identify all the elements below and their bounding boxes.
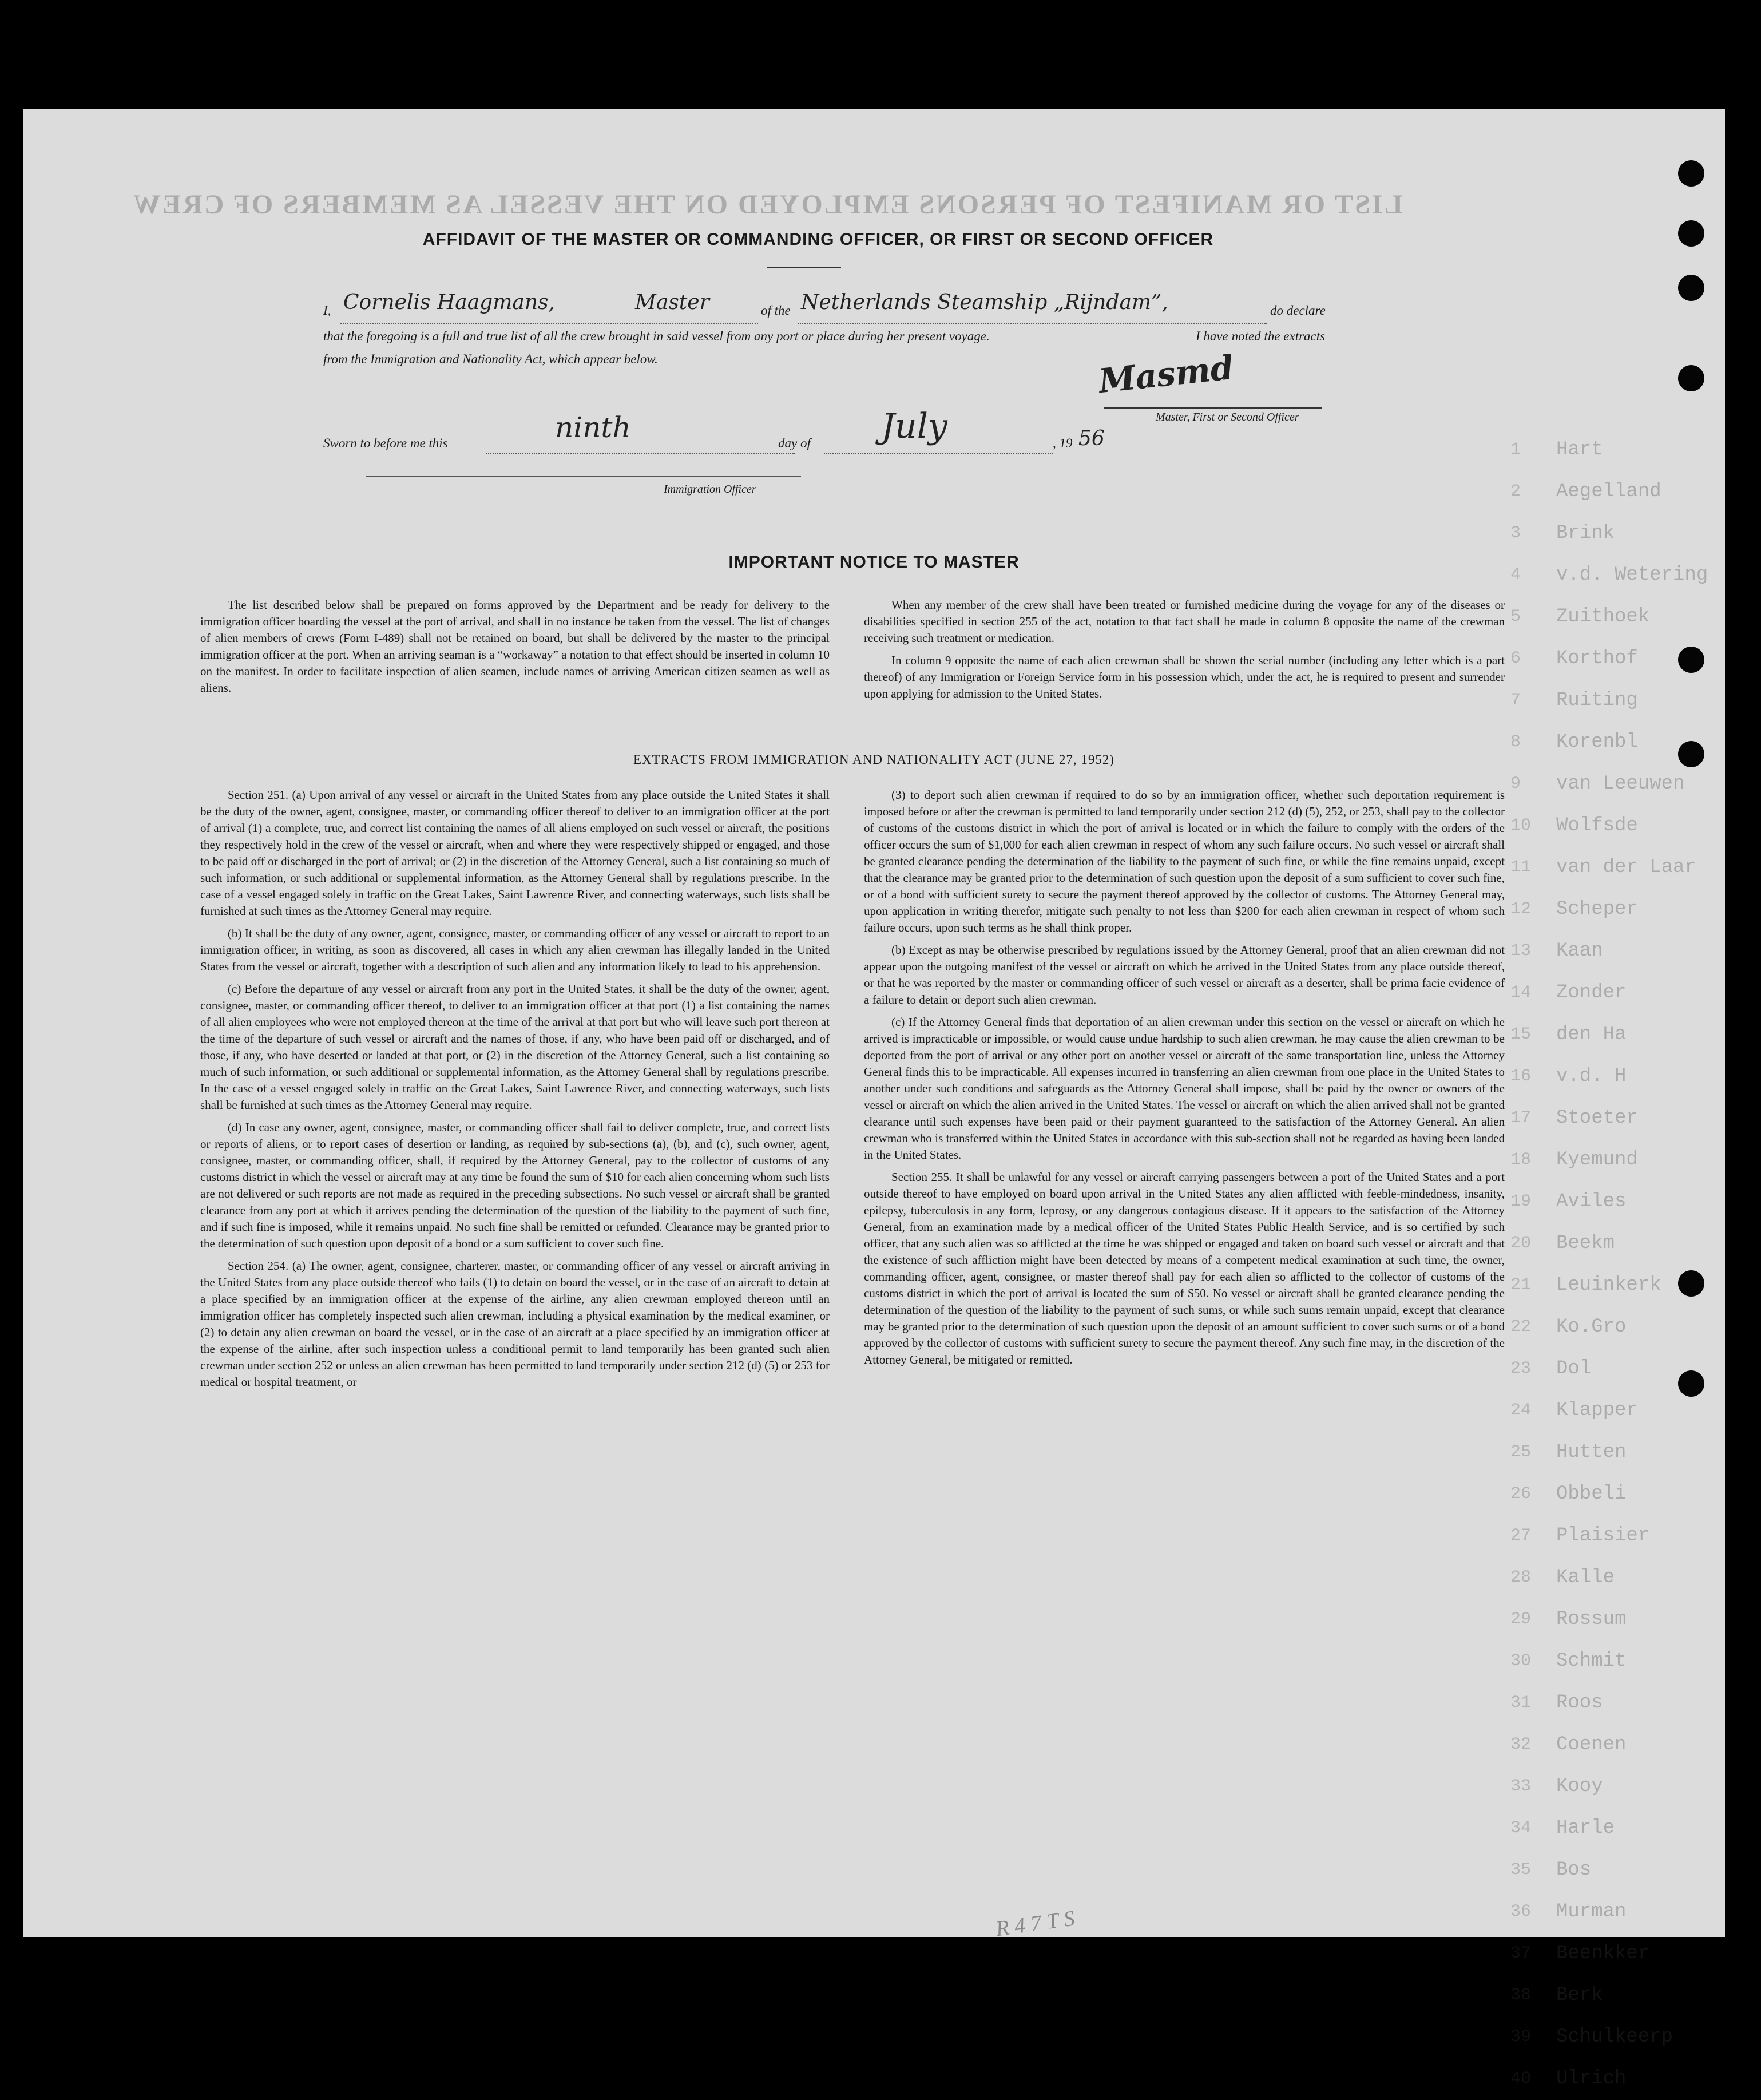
bleed-through-name: Schulkeerp (1556, 2026, 1673, 2048)
bleed-through-name: Schmit (1556, 1650, 1627, 1672)
bleed-through-name: Ulrich (1556, 2068, 1627, 2090)
bleed-through-row-number: 18 (1510, 1150, 1532, 1170)
bleed-through-row-number: 35 (1510, 1860, 1532, 1880)
bleed-through-row-number: 33 (1510, 1777, 1532, 1796)
signature-line (1104, 407, 1322, 409)
bleed-through-name: Obbeli (1556, 1483, 1627, 1505)
bleed-through-name: Plaisier (1556, 1525, 1650, 1547)
bleed-through-names (1556, 429, 1708, 2100)
bleed-through-name: Zuithoek (1556, 606, 1650, 628)
affidavit-line-2: that the foregoing is a full and true list of all the crew brought in said vessel from any port or place during her present voyage. (323, 329, 990, 343)
punch-hole (1678, 1270, 1704, 1297)
i-label: I, (323, 303, 331, 318)
affidavit-line-3: from the Immigration and Nationality Act, which appear below. (323, 352, 658, 366)
vessel-name-handwritten: Netherlands Steamship „Rijndam”, (801, 291, 1168, 314)
bleed-through-name: Kaan (1556, 940, 1603, 962)
bleed-through-name: Dol (1556, 1358, 1592, 1380)
bleed-through-row-number: 5 (1510, 607, 1521, 627)
bleed-through-row-number: 16 (1510, 1067, 1532, 1086)
punch-hole (1678, 160, 1704, 187)
bleed-through-name: Zonder (1556, 982, 1627, 1004)
bleed-through-name: Rossum (1556, 1608, 1627, 1630)
day-of-label: day of (778, 436, 811, 450)
bleed-through-row-number: 7 (1510, 691, 1521, 710)
bleed-through-name: Stoeter (1556, 1107, 1638, 1129)
bleed-through-name: Kalle (1556, 1567, 1615, 1588)
bleed-through-name: Ko.Gro (1556, 1316, 1627, 1338)
section-254c: (c) If the Attorney General finds that deportation of an alien crewman under this section on the vessel or aircraft on which he arrived is impracticable or impossible, or would cause undue hardship to such alien crewman, he may cause the alien crewman to be deported from the port of arrival or any other port on another vessel or aircraft of the same transportation line, unless the Attorney General finds this to be impracticable. All expenses incurred in transferring an alien crewman from one place in the United States to another under such conditions and safeguards as the Attorney General shall impose, shall be paid by the owner or owners of the vessel or aircraft on which the alien arrived in the United States. The vessel or aircraft on which the alien arrived shall not be granted clearance until such expenses have been paid or their payment guaranteed to the satisfaction of the Attorney General. An alien crewman who is transferred within the United States in accordance with this sub-section shall not be regarded as having been landed in the United States. (864, 1015, 1505, 1162)
notice-right-paragraph-2: In column 9 opposite the name of each alien crewman shall be shown the serial number (including any letter which is a part thereof) of any Immigration or Foreign Service form in his possession which, under the act, he is required to present and surrender upon applying for admission to the United States. (864, 653, 1505, 700)
bleed-through-row-number: 8 (1510, 732, 1521, 752)
document-page (23, 109, 1725, 2090)
bleed-through-row-number: 21 (1510, 1275, 1532, 1295)
bleed-through-row-number: 24 (1510, 1401, 1532, 1420)
notice-left-column (200, 597, 830, 702)
bleed-through-name: van Leeuwen (1556, 773, 1685, 795)
bleed-through-row-number: 27 (1510, 1526, 1532, 1546)
bleed-through-name: Klapper (1556, 1400, 1638, 1421)
section-254a: Section 254. (a) The owner, agent, consignee, charterer, master, or commanding officer of any vessel or aircraft arriving in the United States from any place outside thereof who fails (1) to detain on board the vessel, or in the case of an aircraft to detain at a place specified by an immigration officer at the expense of the airline, any alien crewman employed thereon until an immigration officer has completely inspected such alien crewman, including a physical examination by the medical examiner, or (2) to detain any alien crewman on board the vessel, or in the case of an aircraft at a place specified by an immigration officer at the expense of the airline, after such inspection unless a conditional permit to land temporarily has been granted such alien crewman under section 252 or unless an alien crewman has been permitted to land temporarily under section 212 (d) (5) or 253 for medical or hospital treatment, or (200, 1259, 830, 1389)
bleed-through-row-number: 17 (1510, 1108, 1532, 1128)
bleed-through-name: Leuinkerk (1556, 1274, 1661, 1296)
bleed-through-row-number: 31 (1510, 1693, 1532, 1713)
bleed-through-name: Brink (1556, 522, 1615, 544)
year-prefix: , 19 (1053, 436, 1073, 450)
bleed-through-name: Bos (1556, 1859, 1592, 1881)
bleed-through-row-number: 25 (1510, 1443, 1532, 1462)
day-handwritten: ninth (555, 411, 631, 444)
month-blank-line (824, 452, 1053, 454)
bleed-through-row-number: 19 (1510, 1192, 1532, 1211)
title-rule (767, 267, 841, 268)
punch-hole (1678, 220, 1704, 247)
bleed-through-row-number: 15 (1510, 1025, 1532, 1044)
bleed-through-name: Korthof (1556, 648, 1638, 669)
bleed-through-name: Murman (1556, 1901, 1627, 1923)
of-the-label: of the (761, 303, 791, 318)
bleed-through-name: Aviles (1556, 1191, 1627, 1213)
punch-hole (1678, 275, 1704, 301)
bleed-through-name: Berk (1556, 1984, 1603, 2006)
affidavit-line-2b: I have noted the extracts (1196, 329, 1326, 343)
notice-right-paragraph-1: When any member of the crew shall have been treated or furnished medicine during the voyage for any of the diseases or disabilities specified in section 255 of the act, notation to that fact shall be made in column 8 opposite the name of the crewman receiving such treatment or medication. (864, 598, 1505, 645)
bleed-through-name: v.d. H (1556, 1065, 1627, 1087)
bleed-through-title: LIST OR MANIFEST OF PERSONS EMPLOYED ON THE VESSEL AS MEMBERS OF CREW (132, 189, 1403, 220)
bleed-through-name: Hart (1556, 439, 1603, 461)
bleed-through-row-number: 32 (1510, 1735, 1532, 1754)
extracts-right-column (864, 787, 1505, 1374)
master-signature: Masmd (1097, 347, 1236, 401)
bleed-through-row-number: 30 (1510, 1651, 1532, 1671)
bleed-through-name: Beenkker (1556, 1943, 1650, 1964)
section-251d: (d) In case any owner, agent, consignee, master, or commanding officer shall fail to deliver complete, true, and correct lists or reports of aliens, or to report cases of desertion or landing, as required by sub-sections (a), (b), and (c), such owner, agent, consignee, master, or commanding officer, shall, if required by the Attorney General, pay to the collector of customs of any customs district in which the vessel or aircraft may at any time be found the sum of $10 for each alien concerning whom such lists are not delivered or such reports are not made as required in the preceding subsections. No such vessel or aircraft shall be granted clearance from any port at which it arrives pending the determination of the question of the liability to the payment of such fine, and if such fine is imposed, while it remains unpaid. No such fine shall be remitted or refunded. Clearance may be granted prior to the determination of such question upon deposit of a bond or a sum sufficient to cover such fine. (200, 1120, 830, 1250)
bleed-through-row-number: 12 (1510, 900, 1532, 919)
bleed-through-row-number: 40 (1510, 2069, 1532, 2089)
bleed-through-name: Kyemund (1556, 1149, 1638, 1171)
bleed-through-name: Hutten (1556, 1441, 1627, 1463)
bleed-through-name: Coenen (1556, 1734, 1627, 1756)
bleed-through-row-number: 6 (1510, 649, 1521, 668)
bleed-through-name: Beekm (1556, 1233, 1615, 1254)
bleed-through-row-number: 28 (1510, 1568, 1532, 1587)
bleed-through-row-number: 3 (1510, 524, 1521, 543)
bleed-through-row-number: 37 (1510, 1944, 1532, 1963)
bleed-through-row-number: 2 (1510, 482, 1521, 501)
bleed-through-name: Roos (1556, 1692, 1603, 1714)
signature-caption: Master, First or Second Officer (1156, 411, 1299, 423)
bleed-through-row-number: 29 (1510, 1610, 1532, 1629)
notice-right-column (864, 597, 1505, 708)
bleed-through-row-number: 11 (1510, 858, 1532, 877)
bleed-through-name: Kooy (1556, 1776, 1603, 1797)
officer-signature-line (366, 475, 801, 477)
bleed-through-name: van der Laar (1556, 857, 1696, 878)
position-handwritten: Master (635, 291, 709, 314)
bleed-through-row-number: 22 (1510, 1317, 1532, 1337)
bleed-through-row-number: 34 (1510, 1818, 1532, 1838)
bleed-through-name: Aegelland (1556, 481, 1661, 502)
bleed-through-row-number: 23 (1510, 1359, 1532, 1378)
bleed-through-name: Wolfsde (1556, 815, 1638, 837)
bleed-through-row-numbers (1510, 429, 1531, 2100)
year-handwritten: 56 (1078, 427, 1105, 450)
bleed-through-name: Ruiting (1556, 690, 1638, 711)
officer-caption: Immigration Officer (664, 483, 756, 496)
bleed-through-name: v.d. Wetering (1556, 564, 1708, 586)
notice-left-paragraph: The list described below shall be prepared on forms approved by the Department and be ready for delivery to the immigration officer boarding the vessel at the port of arrival, and shall in no instance be taken from the vessel. The list of changes of alien members of crews (Form I-489) shall not be retained on board, but shall be delivered by the master to the principal immigration officer at the port. When an arriving seaman is a “workaway” a notation to that effect should be inserted in column 10 on the manifest. In order to facilitate inspection of alien seamen, include names of arriving American citizen seamen as well as aliens. (200, 598, 830, 695)
bleed-through-row-number: 9 (1510, 774, 1521, 794)
extracts-left-column (200, 787, 830, 1396)
day-blank-line (486, 452, 795, 454)
section-251a: Section 251. (a) Upon arrival of any vessel or aircraft in the United States from any place outside the United States it shall be the duty of the owner, agent, consignee, master, or commanding officer thereof to deliver to an immigration officer at the port of arrival (1) a complete, true, and correct list containing the names of all aliens employed on such vessel or aircraft, the positions they respectively hold in the crew of the vessel or aircraft, when and where they were respectively shipped or engaged, and those to be paid off or discharged in the port of arrival; or (2) in the discretion of the Attorney General, such a list containing so much of such information, or such additional or supplemental information, as the Attorney General shall by regulations prescribe. In the case of a vessel engaged solely in traffic on the Great Lakes, Saint Lawrence River, and connecting waterways, such lists shall be furnished at such times as the Attorney General may require. (200, 788, 830, 918)
punch-hole (1678, 1370, 1704, 1397)
bleed-through-name: Scheper (1556, 898, 1638, 920)
affidavit-title: AFFIDAVIT OF THE MASTER OR COMMANDING OFFICER, OR FIRST OR SECOND OFFICER (422, 230, 1214, 249)
bleed-through-row-number: 26 (1510, 1484, 1532, 1504)
bleed-through-row-number: 20 (1510, 1234, 1532, 1253)
section-251b: (b) It shall be the duty of any owner, agent, consignee, master, or commanding officer of any vessel or aircraft to report to an immigration officer, in writing, as soon as discovered, all cases in which any alien crewman has illegally landed in the United States from the vessel or aircraft, together with a description of such alien and any information likely to lead to his apprehension. (200, 926, 830, 973)
bleed-through-row-number: 39 (1510, 2027, 1532, 2047)
section-254a-cont: (3) to deport such alien crewman if required to do so by an immigration officer, whether such deportation requirement is imposed before or after the crewman is permitted to land temporarily under section 212 (d) (5), 252, or 253, shall pay to the collector of customs of the customs district in which the port of arrival is located or in which the failure to comply with the orders of the officer occurs the sum of $1,000 for each alien crewman in respect of whom any such failure occurs. No such vessel or aircraft shall be granted clearance pending the determination of the liability to the payment of such fine, or while the fine remains unpaid, except that the clearance may be granted prior to the determination of such question upon the deposit of a sum sufficient to cover such fine, or of a bond with sufficient surety to secure the payment thereof approved by the collector of customs. The Attorney General may, upon application in writing therefor, mitigate such penalty to not less than $200 for each alien crewman in respect of whom such failure occurs, upon such terms as he shall think proper. (864, 788, 1505, 934)
bleed-through-row-number: 1 (1510, 440, 1521, 459)
section-254b: (b) Except as may be otherwise prescribed by regulations issued by the Attorney General, proof that an alien crewman did not appear upon the outgoing manifest of the vessel or aircraft on which he arrived in the United States from any place outside thereof, or that he was reported by the master or commanding officer of such vessel or aircraft as a deserter, shall be prima facie evidence of a failure to detain or deport such alien crewman. (864, 943, 1505, 1007)
declare-label: do declare (1270, 303, 1326, 318)
bleed-through-name: den Ha (1556, 1024, 1627, 1045)
notice-title: IMPORTANT NOTICE TO MASTER (728, 553, 1020, 572)
bleed-through-name: Korenbl (1556, 731, 1638, 753)
sworn-label: Sworn to before me this (323, 436, 448, 450)
extracts-title: EXTRACTS FROM IMMIGRATION AND NATIONALITY ACT (JUNE 27, 1952) (633, 752, 1115, 767)
month-handwritten: July (881, 406, 947, 446)
bleed-through-row-number: 36 (1510, 1902, 1532, 1921)
master-name-handwritten: Cornelis Haagmans, (343, 291, 555, 314)
punch-hole (1678, 647, 1704, 673)
bleed-through-row-number: 10 (1510, 816, 1532, 835)
name-blank-line (340, 322, 758, 324)
bleed-through-row-number: 14 (1510, 983, 1532, 1003)
section-251c: (c) Before the departure of any vessel or aircraft from any port in the United States, it shall be the duty of the owner, agent, consignee, master, or commanding officer thereof, to deliver to an immigration officer at that port (1) a list containing the names of all alien employees who were not employed thereon at the time of the arrival at that port but who will leave such port thereon at the time of the departure of such vessel or aircraft and the names of those, if any, who have been paid off or discharged, and of those, if any, who have deserted or landed at that port, or (2) in the discretion of the Attorney General, such a list containing so much of such information, or such additional or supplemental information, as the Attorney General shall by regulations prescribe. In the case of a vessel engaged solely in traffic on the Great Lakes, Saint Lawrence River, and connecting waterways, such lists shall be furnished at such times as the Attorney General may require. (200, 982, 830, 1112)
bleed-through-row-number: 4 (1510, 565, 1521, 585)
bleed-through-row-number: 38 (1510, 1986, 1532, 2005)
punch-hole (1678, 365, 1704, 391)
bleed-through-row-number: 13 (1510, 941, 1532, 961)
section-255: Section 255. It shall be unlawful for any vessel or aircraft carrying passengers between a port of the United States and a port outside thereof to have employed on board upon arrival in the United States any alien afflicted with feeble-mindedness, insanity, epilepsy, tuberculosis in any form, leprosy, or any dangerous contagious disease. If it appears to the satisfaction of the Attorney General, from an examination made by a medical officer of the United States Public Health Service, and is so certified by such officer, that any such alien was so afflicted at the time he was shipped or engaged and taken on board such vessel or aircraft and that the existence of such affliction might have been detected by means of a competent medical examination at such time, the owner, commanding officer, agent, consignee, or master thereof shall pay for each alien so afflicted to the collector of customs of the customs district in which the port of arrival is located the sum of $50. No vessel or aircraft shall be granted clearance pending the determination of the question of the liability to the payment of such sums, or while such sums remain unpaid, except that clearance may be granted prior to the determination of such question upon the deposit of an amount sufficient to cover such sums or of a bond approved by the collector of customs with sufficient surety to secure the payment thereof. Any such fine may, in the discretion of the Attorney General, be mitigated or remitted. (864, 1170, 1505, 1366)
vessel-blank-line (798, 322, 1267, 324)
faint-stamp: R 4 7 T S (994, 1906, 1076, 1941)
bleed-through-name: Harle (1556, 1817, 1615, 1839)
